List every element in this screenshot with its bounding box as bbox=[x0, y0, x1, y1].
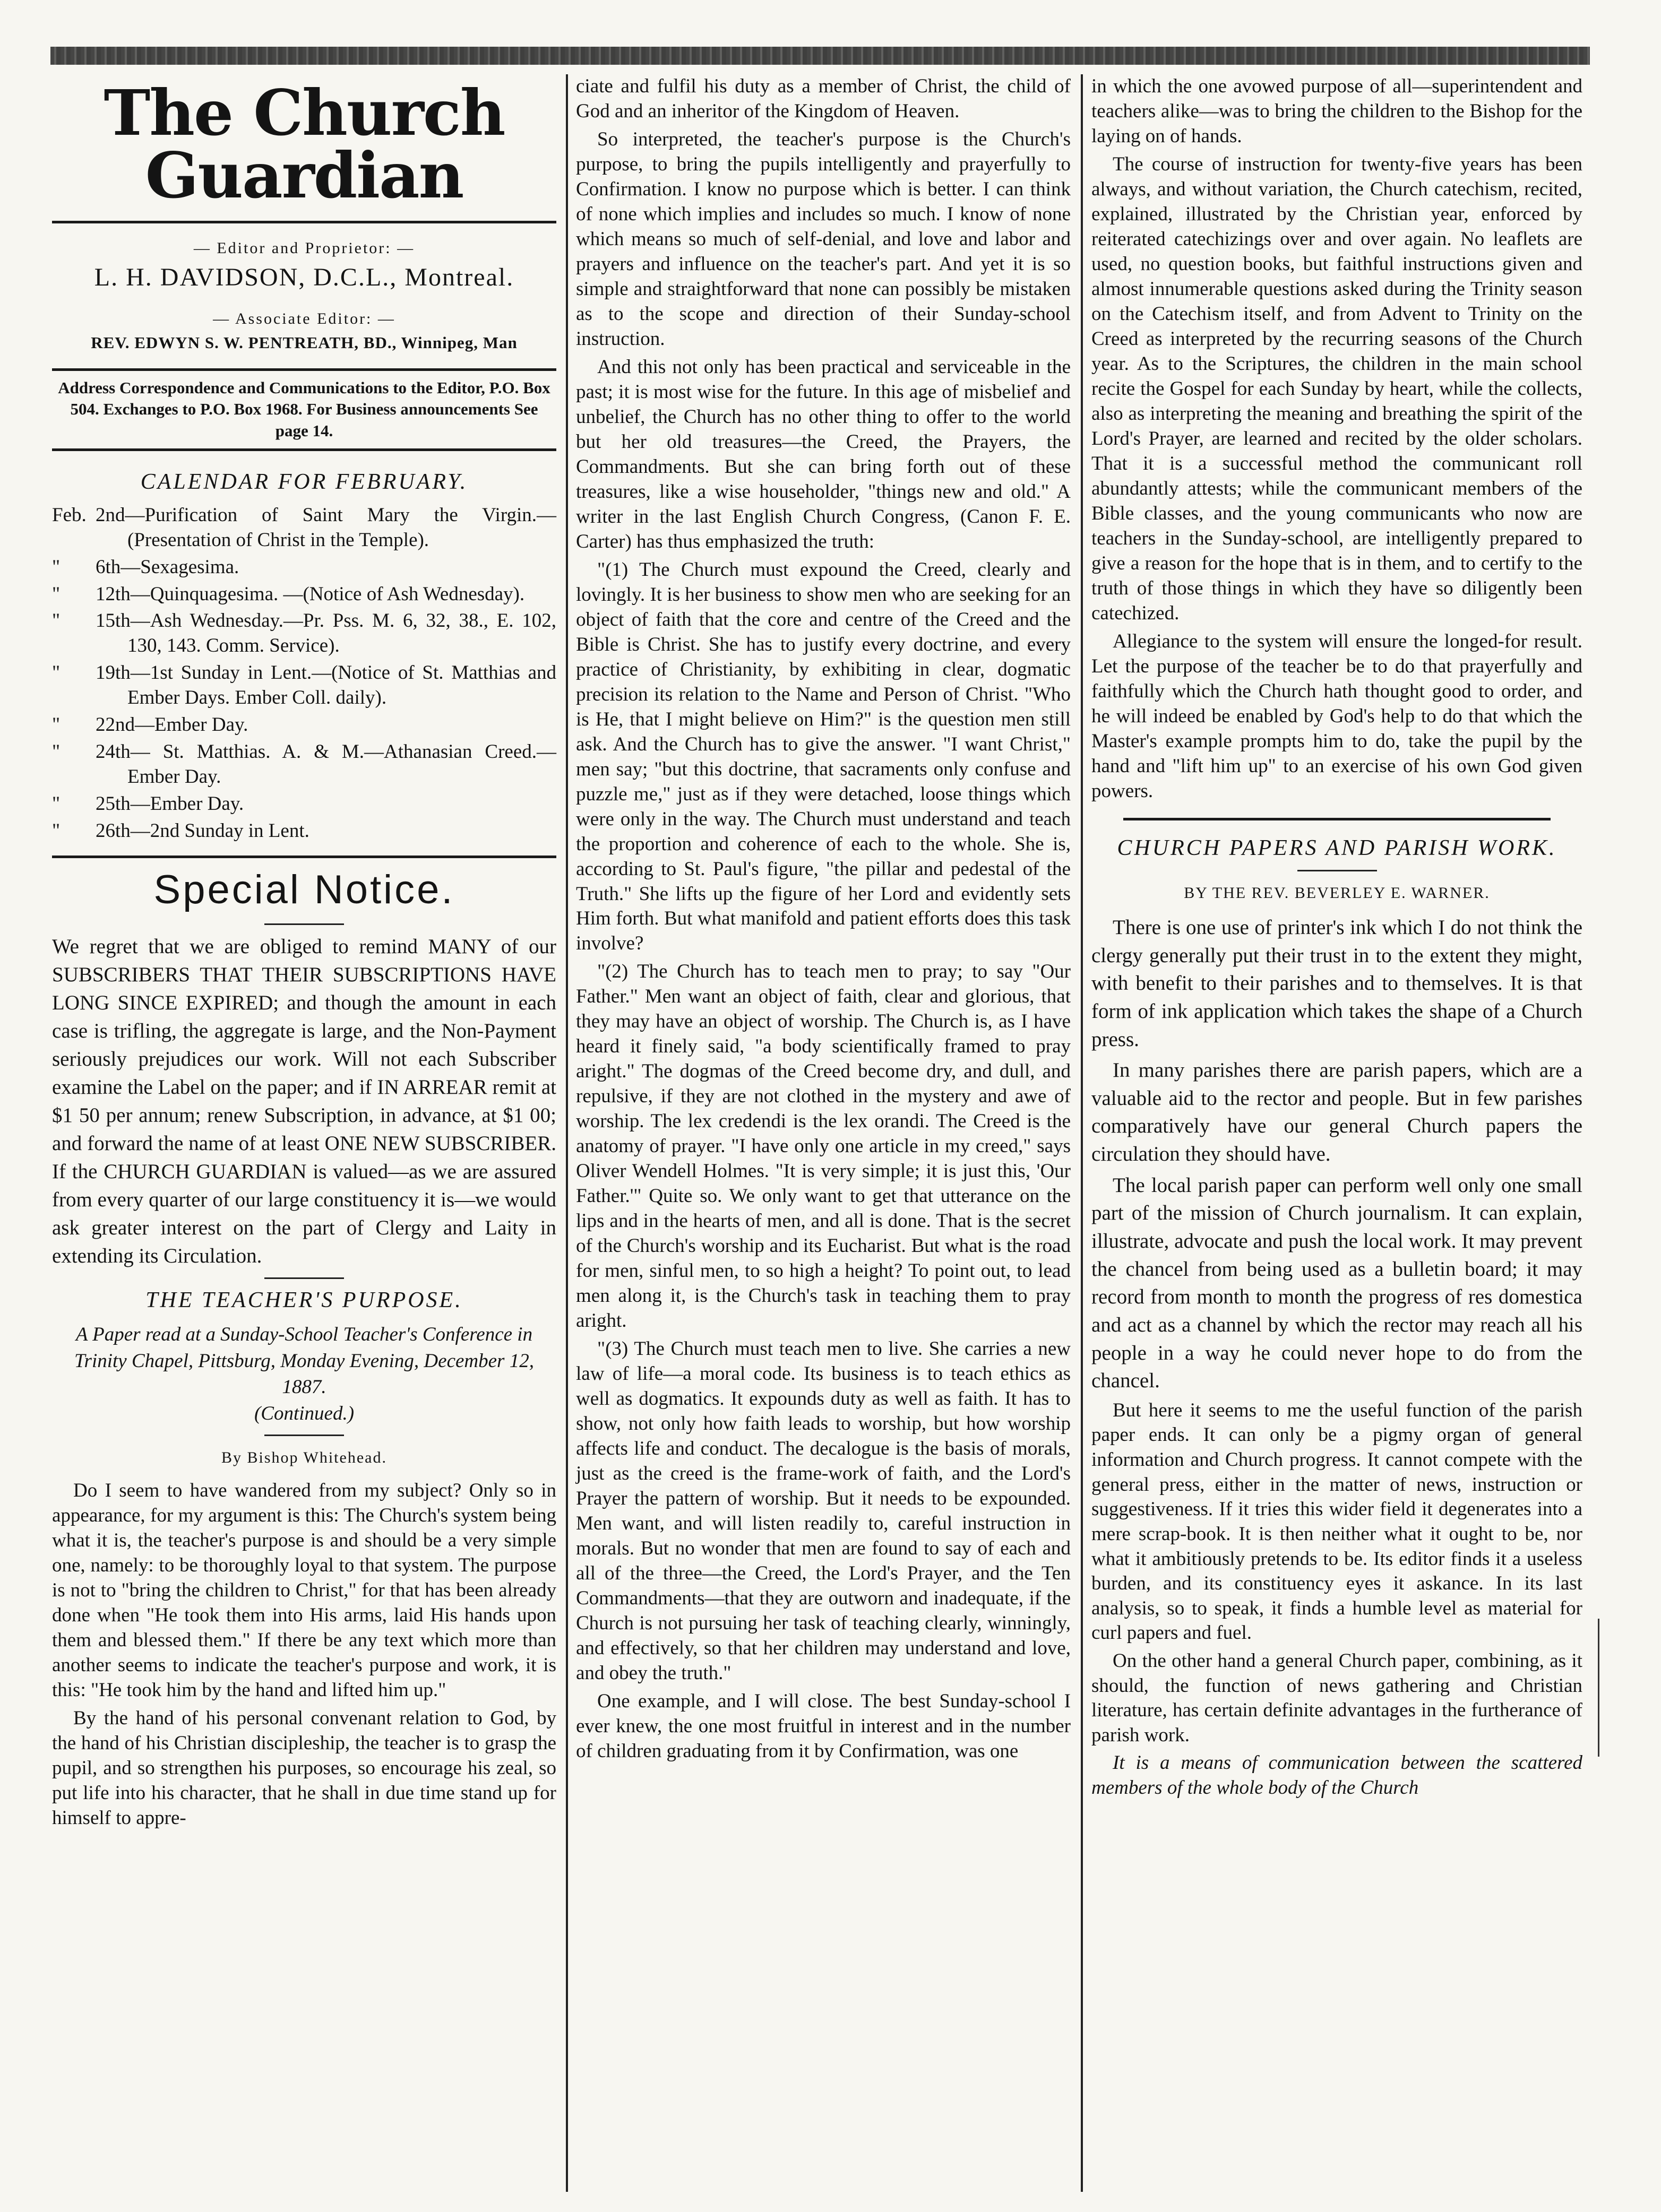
special-notice-body: We regret that we are obliged to remind MANY of our SUBSCRIBERS THAT THEIR SUBSCRIPTIONS HAVE LONG SINCE EXPIRED; and though the amount in each case is trifling, the aggregate is large, and the Non-Payment seriously prejudices our work. Will not each Subscriber examine the Label on the paper; and if IN ARREAR remit at $1 50 per annum; renew Subscription, in advance, at $1 00; and forward the name of at least ONE NEW SUBSCRIBER. If the CHURCH GUARDIAN is valued—as we are assured from every quarter of our large constituency it is—we would ask greater interest on the part of Clergy and Laity in extending its Circulation. bbox=[52, 935, 556, 1268]
calendar-text: 6th—Sexagesima. bbox=[96, 556, 239, 578]
article-paragraph: One example, and I will close. The best Sunday-school I ever knew, the one most fruitful in interest and in the number of children graduating from it by Confirmation, was one bbox=[576, 1690, 1071, 1762]
calendar-entry bbox=[52, 819, 556, 844]
masthead-title: The Church Guardian bbox=[52, 74, 556, 223]
calendar-text: 24th— St. Matthias. A. & M.—Athanasian Creed.—Ember Day. bbox=[96, 741, 556, 788]
column-left bbox=[52, 74, 556, 1834]
calendar-text: 15th—Ash Wednesday.—Pr. Pss. M. 6, 32, 38., E. 102, 130, 143. Comm. Service). bbox=[96, 610, 556, 657]
special-notice-heading: Special Notice. bbox=[52, 856, 556, 916]
calendar-entry bbox=[52, 661, 556, 711]
column-middle bbox=[576, 74, 1071, 1767]
article-paragraph: in which the one avowed purpose of all—superintendent and teachers alike—was to bring the children to the Bishop for the laying on of hands. bbox=[1091, 75, 1582, 147]
article-paragraph: But here it seems to me the useful function of the parish paper ends. It can only be a pigmy organ of general information and Church progress. It cannot compete with the general press, either in the matter of news, instruction or suggestiveness. If it tries this wider field it degenerates into a mere scrap-book. It is then neither what it ought to be, nor what it ambitiously pretends to be. Its editor finds it a useless burden, and its constituency eyes it askance. In its last analysis, so to speak, it finds a humble level as material for curl papers and fuel. bbox=[1091, 1399, 1582, 1644]
article-paragraph: "(2) The Church has to teach men to pray; to say "Our Father." Men want an object of faith, clear and glorious, that they may have an object of worship. The Church is, as I have heard it finely said, "a body scientifically framed to pray aright." The dogmas of the Creed become dry, and dull, and repulsive, if they are not clothed in the mystery and awe of worship. The lex credendi is the lex orandi. The Creed is the anatomy of prayer. "I have only one article in my creed," says Oliver Wendell Holmes. "It is very simple; it is just this, 'Our Father.'" Quite so. We only want to get that utterance on the lips and in the hearts of men, and all is done. That is the secret of the Church's worship and its Eucharist. But what is the road for men, sinful men, to so high a height? To point out, to lead men along it, is the Church's task in teaching them to pray aright. bbox=[576, 961, 1071, 1332]
calendar-text: 2nd—Purification of Saint Mary the Virgin.—(Presentation of Christ in the Temple). bbox=[96, 504, 556, 551]
article-body bbox=[1091, 914, 1582, 1801]
calendar-text: 25th—Ember Day. bbox=[96, 793, 244, 815]
associate-editor-name: REV. EDWYN S. W. PENTREATH, BD., Winnipeg, Man bbox=[91, 333, 518, 352]
article-heading-teachers-purpose: THE TEACHER'S PURPOSE. bbox=[145, 1288, 463, 1313]
calendar-date: " bbox=[52, 583, 61, 605]
article-paragraph: In many parishes there are parish papers, which are a valuable aid to the rector and people. But in few parishes comparatively have our general Church papers the circulation they should have. bbox=[1091, 1059, 1582, 1166]
calendar-text: 22nd—Ember Day. bbox=[96, 714, 248, 736]
calendar-entry bbox=[52, 740, 556, 790]
editor-label: — Editor and Proprietor: — bbox=[193, 239, 415, 257]
calendar-date: " bbox=[52, 741, 61, 763]
address-notice: Address Correspondence and Communications to the Editor, P.O. Box 504. Exchanges to P.O. Box 1968. For Business announcements See page 14. bbox=[52, 368, 556, 452]
article-paragraph: The course of instruction for twenty-five years has been always, and without variation, the Church catechism, recited, explained, illustrated by the Christian year, enforced by reiterated catechizings over and over again. No leaflets are used, no question books, but faithful instructions given and almost innumerable questions asked during the Trinity season on the Catechism itself, and from Advent to Trinity on the Creed as interpreted by the recurring seasons of the Church year. As to the Scriptures, the children in the main school recite the Gospel for each Sunday by heart, while the collects, also as interpreting the meaning and breathing the spirit of the Lord's Prayer, are learned and recited by the older scholars. That it is a successful method the communicant roll abundantly attests; while the communicant members of the Bible classes, and the young communicants who now are teachers in the Sunday-school, are intelligently prepared to give a reason for the hope that is in them, and to certify to the truth of those things in which they have so diligently been catechized. bbox=[1091, 153, 1582, 624]
calendar-heading: CALENDAR FOR FEBRUARY. bbox=[140, 470, 468, 495]
divider bbox=[1297, 870, 1377, 871]
article-paragraph: Do I seem to have wandered from my subject? Only so in appearance, for my argument is this: The Church's system being what it is, the teacher's purpose is and should be a very simple one, namely: to be thoroughly loyal to that system. The purpose is not to "bring the children to Christ," for that has been already done when "He took them into His arms, laid His hands upon them and blessed them." If there be any text which more than another seems to indicate the teacher's purpose and work, it is this: "He took him by the hand and lifted him up." bbox=[52, 1480, 556, 1701]
article-paragraph: It is a means of communication between the scattered members of the whole body of the Church bbox=[1091, 1752, 1582, 1799]
article-paragraph: Allegiance to the system will ensure the longed-for result. Let the purpose of the teacher be to do that prayerfully and faithfully which the Church hath thought good to order, and he will indeed be enabled by God's help to do that which the Master's example prompts him to do, take the pupil by the hand and "lift him up" to an exercise of his own God given powers. bbox=[1091, 630, 1582, 802]
page-top-border bbox=[50, 47, 1590, 65]
calendar-date: " bbox=[52, 793, 61, 815]
divider bbox=[264, 1435, 344, 1436]
article-paragraph: "(1) The Church must expound the Creed, clearly and lovingly. It is her business to show men who are seeking for an object of faith that the core and centre of the Creed and the Bible is Christ. She has to justify every doctrine, and every practice of Christianity, by exhibiting in clear, dogmatic precision its relation to the Name and Person of Christ. "Who is He, that I might believe on Him?" is the question men still ask. And the Church has to give the answer. "I want Christ," men say; "but this doctrine, that sacraments only confuse and puzzle me," just as if they were detached, loose things which were only in the way. The Church must understand and teach the proportion and coherence of each to the whole. She is, according to St. Paul's figure, "the pillar and pedestal of the Truth." She lifts up the figure of her Lord and evidently sets Him forth. But what manifold and patient efforts does this task involve? bbox=[576, 558, 1071, 955]
scan-edge-mark bbox=[1598, 1619, 1599, 1757]
calendar-date: " bbox=[52, 714, 61, 736]
article-paragraph: The local parish paper can perform well only one small part of the mission of Church journalism. It can explain, illustrate, advocate and push the local work. It may prevent the chancel from being used as a bulletin board; it may record from month to month the progress of res domestica and act as a channel by which the rector may reach all his people in a way he could never hope to do from the chancel. bbox=[1091, 1173, 1582, 1393]
calendar-date: " bbox=[52, 556, 61, 578]
calendar-entry bbox=[52, 792, 556, 817]
calendar-date: " bbox=[52, 820, 61, 842]
calendar-text: 26th—2nd Sunday in Lent. bbox=[96, 820, 309, 842]
editor-name: L. H. DAVIDSON, D.C.L., Montreal. bbox=[94, 263, 514, 292]
calendar-text: 12th—Quinquagesima. —(Notice of Ash Wednesday). bbox=[96, 583, 525, 605]
calendar-text: 19th—1st Sunday in Lent.—(Notice of St. Matthias and Ember Days. Ember Coll. daily). bbox=[96, 662, 556, 709]
calendar-list bbox=[52, 503, 556, 844]
divider bbox=[1123, 818, 1551, 820]
article-byline: By Bishop Whitehead. bbox=[221, 1449, 387, 1467]
article-subtitle: A Paper read at a Sunday-School Teacher's Conference in Trinity Chapel, Pittsburg, Monday Evening, December 12, 1887. bbox=[74, 1323, 534, 1398]
column-right bbox=[1091, 74, 1582, 1804]
article-paragraph: And this not only has been practical and serviceable in the past; it is most wise for the future. In this age of misbelief and unbelief, the Church has no other thing to offer to the world but her old treasures—the Creed, the Prayers, the Commandments. But she can bring forth out of these treasures, like a wise householder, "things new and old." A writer in the last English Church Congress, (Canon F. E. Carter) has thus emphasized the truth: bbox=[576, 356, 1071, 552]
calendar-entry bbox=[52, 609, 556, 659]
article-paragraph: So interpreted, the teacher's purpose is the Church's purpose, to bring the pupils intelligently and prayerfully to Confirmation. I know no purpose which is better. I can think of none which implies and includes so much. I know of none which means so much of self-denial, and love and labor and prayers and influence on the teacher's part. And yet it is so simple and straightforward that none can possibly be mistaken as to the scope and direction of their Sunday-school instruction. bbox=[576, 128, 1071, 350]
calendar-entry bbox=[52, 555, 556, 580]
column-rule-1 bbox=[566, 74, 568, 2192]
article-byline: BY THE REV. BEVERLEY E. WARNER. bbox=[1184, 884, 1490, 902]
article-paragraph: By the hand of his personal convenant relation to God, by the hand of his Christian discipleship, the teacher is to grasp the pupil, and so strengthen his purposes, so encourage his zeal, so put life into his character, that he shall in due time stand up for himself to appre- bbox=[52, 1707, 556, 1829]
calendar-entry bbox=[52, 713, 556, 738]
article-continued: (Continued.) bbox=[254, 1403, 355, 1425]
calendar-date: Feb. bbox=[52, 504, 87, 526]
article-paragraph: There is one use of printer's ink which I do not think the clergy generally put their trust in to the extent they might, with benefit to their parishes and to themselves. It is that form of ink application which takes the shape of a Church press. bbox=[1091, 915, 1582, 1051]
article-paragraph: On the other hand a general Church paper, combining, as it should, the function of news gathering and Christian literature, has certain definite advantages in the furtherance of parish work. bbox=[1091, 1649, 1582, 1746]
calendar-entry bbox=[52, 582, 556, 607]
column-rule-2 bbox=[1081, 74, 1083, 2192]
divider bbox=[264, 1277, 344, 1279]
calendar-entry bbox=[52, 503, 556, 553]
article-paragraph: ciate and fulfil his duty as a member of Christ, the child of God and an inheritor of the Kingdom of Heaven. bbox=[576, 75, 1071, 122]
associate-editor-label: — Associate Editor: — bbox=[213, 310, 395, 328]
calendar-date: " bbox=[52, 662, 61, 684]
calendar-date: " bbox=[52, 610, 61, 632]
article-heading-church-papers: CHURCH PAPERS AND PARISH WORK. bbox=[1117, 835, 1557, 860]
divider bbox=[264, 923, 344, 925]
article-paragraph: "(3) The Church must teach men to live. She carries a new law of life—a moral code. Its business is to teach ethics as well as dogmatics. It expounds duty as well as faith. It has to show, not only how faith leads to worship, but how worship affects life and conduct. The decalogue is the basis of morals, just as the creed is the frame-work of faith, and the Lord's Prayer the pattern of worship. But it needs to be expounded. Men want, and will listen readily to, careful instruction in morals. But no wonder that men are found to say of each and all of the three—the Creed, the Lord's Prayer, and the Ten Commandments—that they are outworn and inadequate, if the Church is not pursuing her task of teaching clearly, winningly, and effectively, so that her children may understand and love, and obey the truth." bbox=[576, 1338, 1071, 1684]
